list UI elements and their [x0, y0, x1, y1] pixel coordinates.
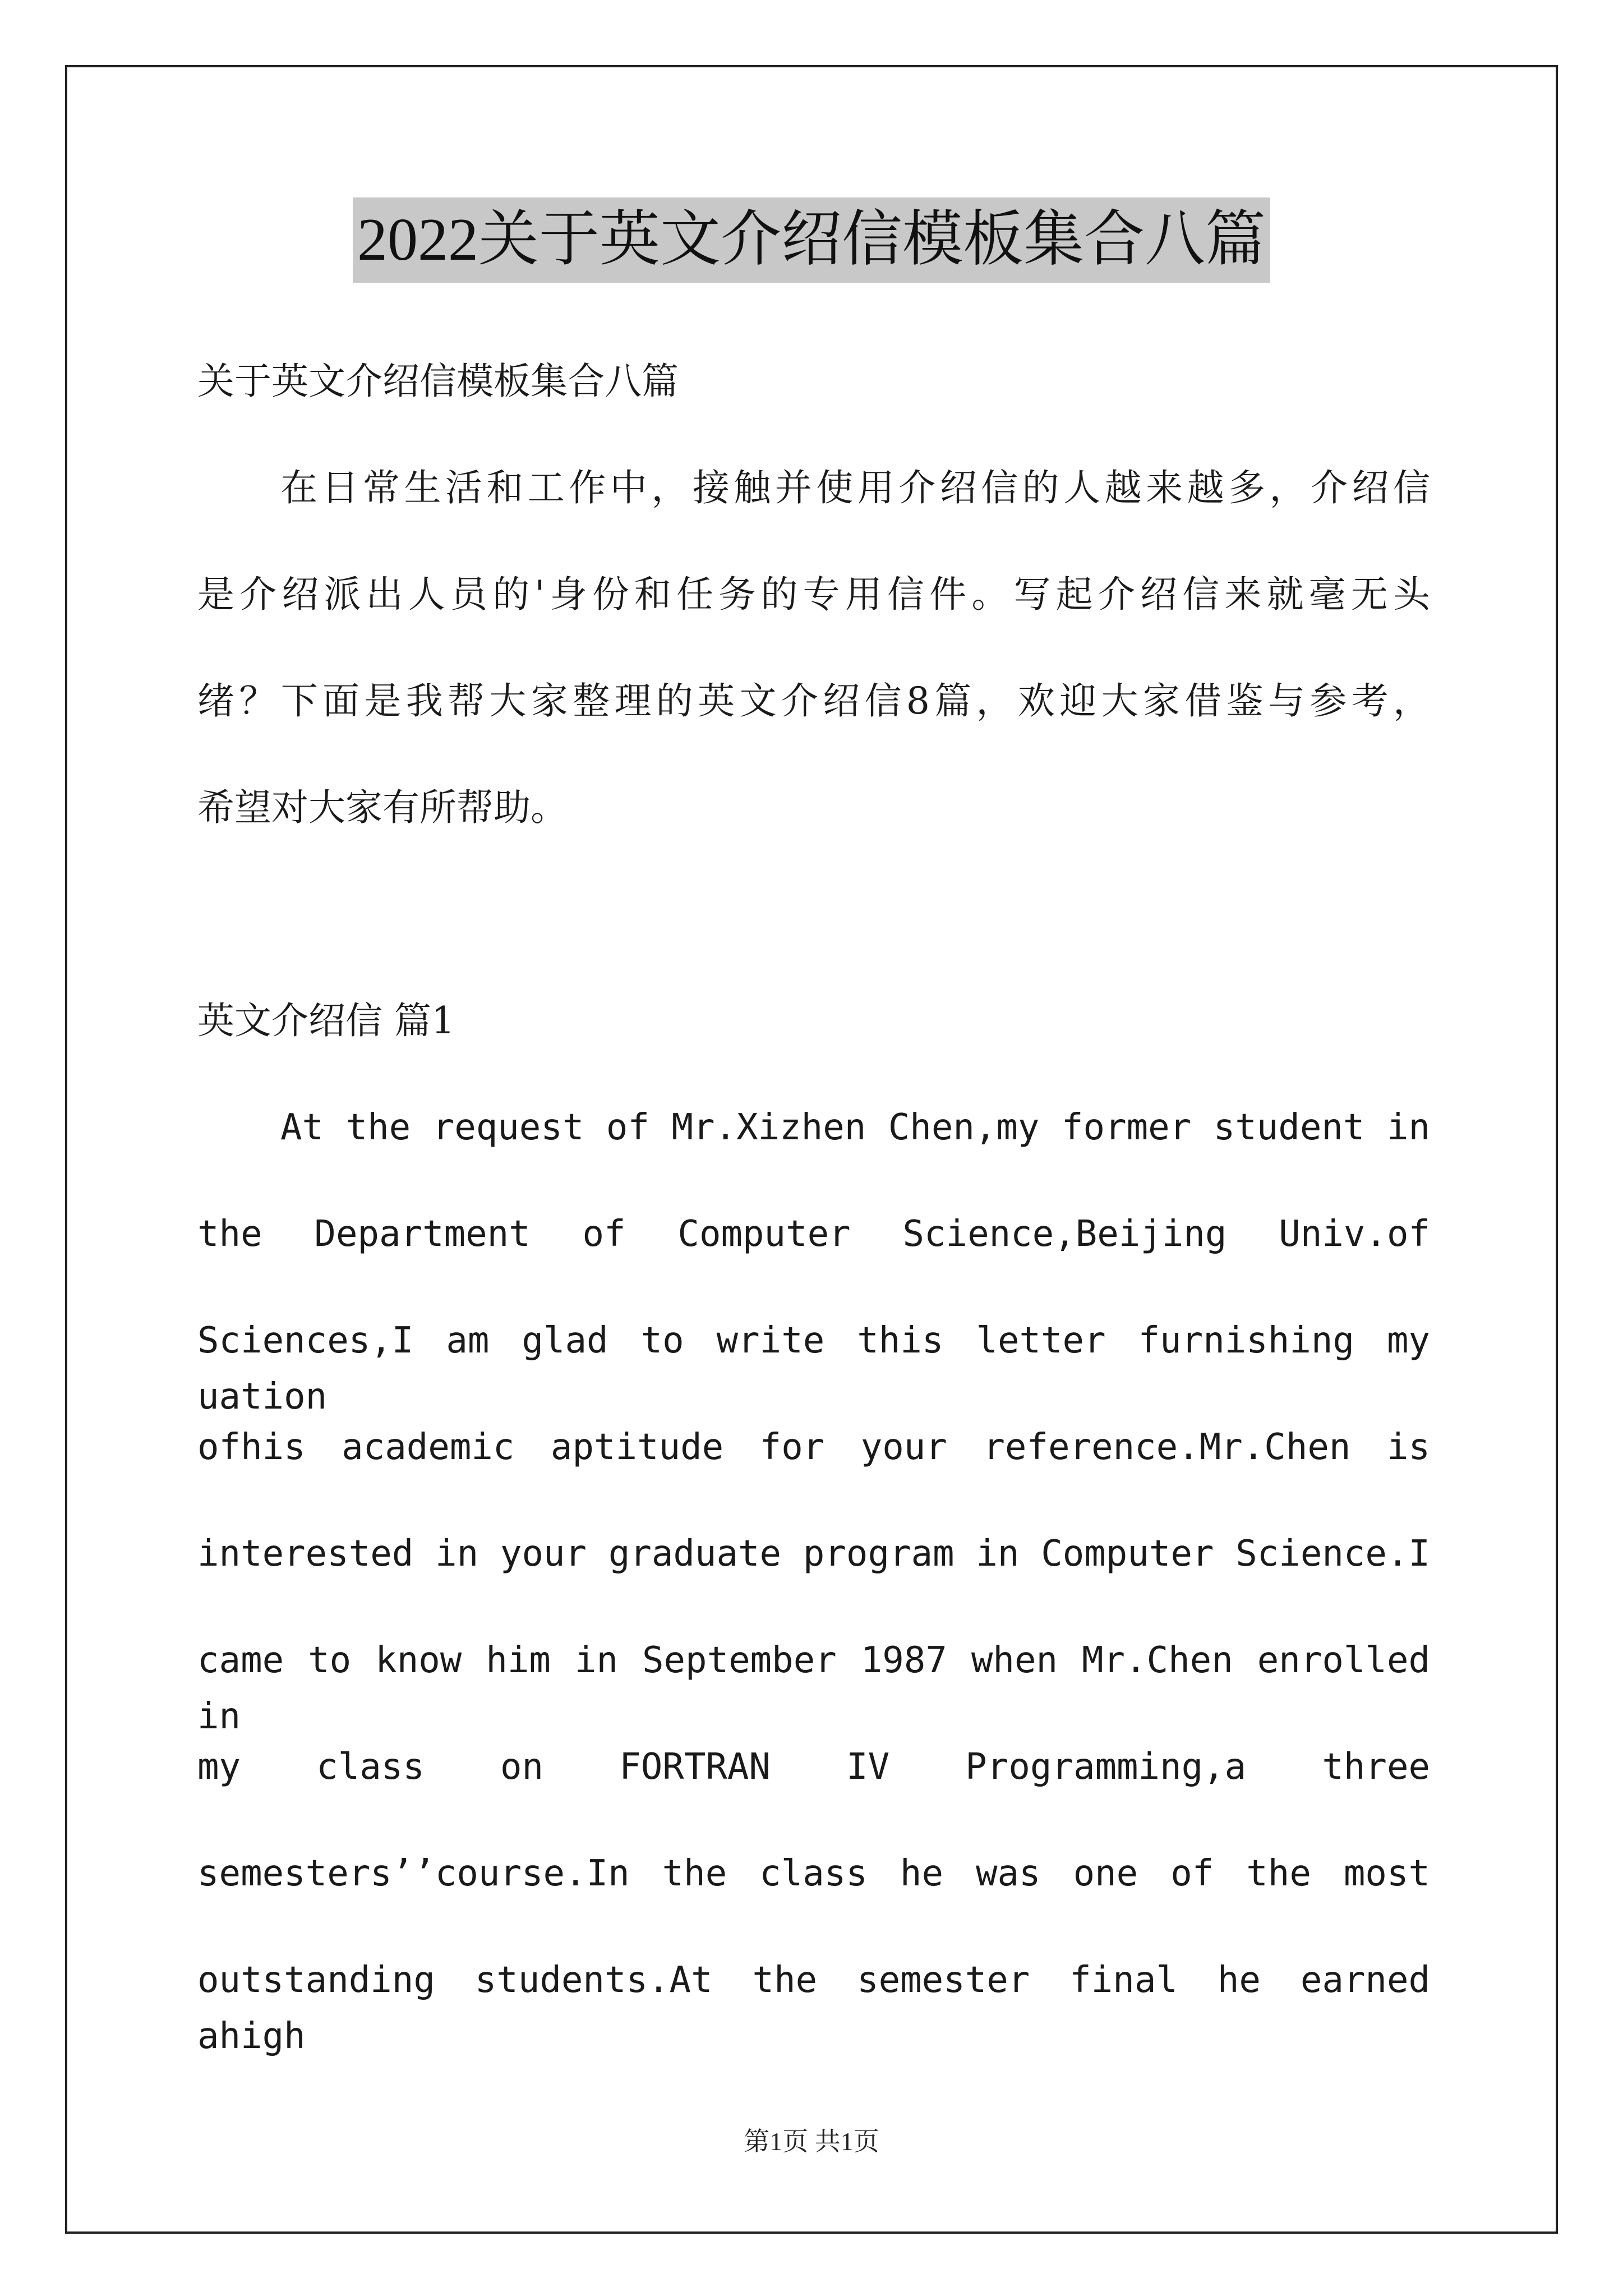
letter-line-9: outstanding students.At the semester final he earned ahigh	[197, 1959, 1430, 2057]
intro-line-2: 是介绍派出人员的'身份和任务的专用信件。写起介绍信来就毫无头	[197, 573, 1430, 616]
intro-line-3: 绪？下面是我帮大家整理的英文介绍信8篇，欢迎大家借鉴与参考，	[197, 679, 1430, 723]
letter-line-1: At the request of Mr.Xizhen Chen,my former student in	[280, 1107, 1430, 1148]
letter-line-2: the Department of Computer Science,Beijing Univ.of	[197, 1213, 1430, 1255]
document-title: 2022关于英文介绍信模板集合八篇	[353, 197, 1270, 283]
letter-line-7: my class on FORTRAN IV Programming,a three	[197, 1746, 1430, 1788]
title-container	[0, 197, 1623, 283]
letter-line-4: ofhis academic aptitude for your reference.Mr.Chen is	[197, 1427, 1430, 1468]
intro-line-4: 希望对大家有所帮助。	[197, 786, 568, 829]
intro-line-1: 在日常生活和工作中，接触并使用介绍信的人越来越多，介绍信	[280, 466, 1430, 509]
letter-line-3: Sciences,I am glad to write this letter furnishing my uation	[197, 1320, 1430, 1418]
letter-line-6: came to know him in September 1987 when Mr.Chen enrolled in	[197, 1640, 1430, 1737]
letter-line-8: semesters’’course.In the class he was one of the most	[197, 1853, 1430, 1894]
document-subtitle: 关于英文介绍信模板集合八篇	[197, 360, 679, 403]
section-heading: 英文介绍信 篇1	[197, 999, 455, 1042]
page-footer: 第1页 共1页	[744, 2127, 879, 2156]
letter-line-5: interested in your graduate program in Computer Science.I	[197, 1533, 1430, 1575]
